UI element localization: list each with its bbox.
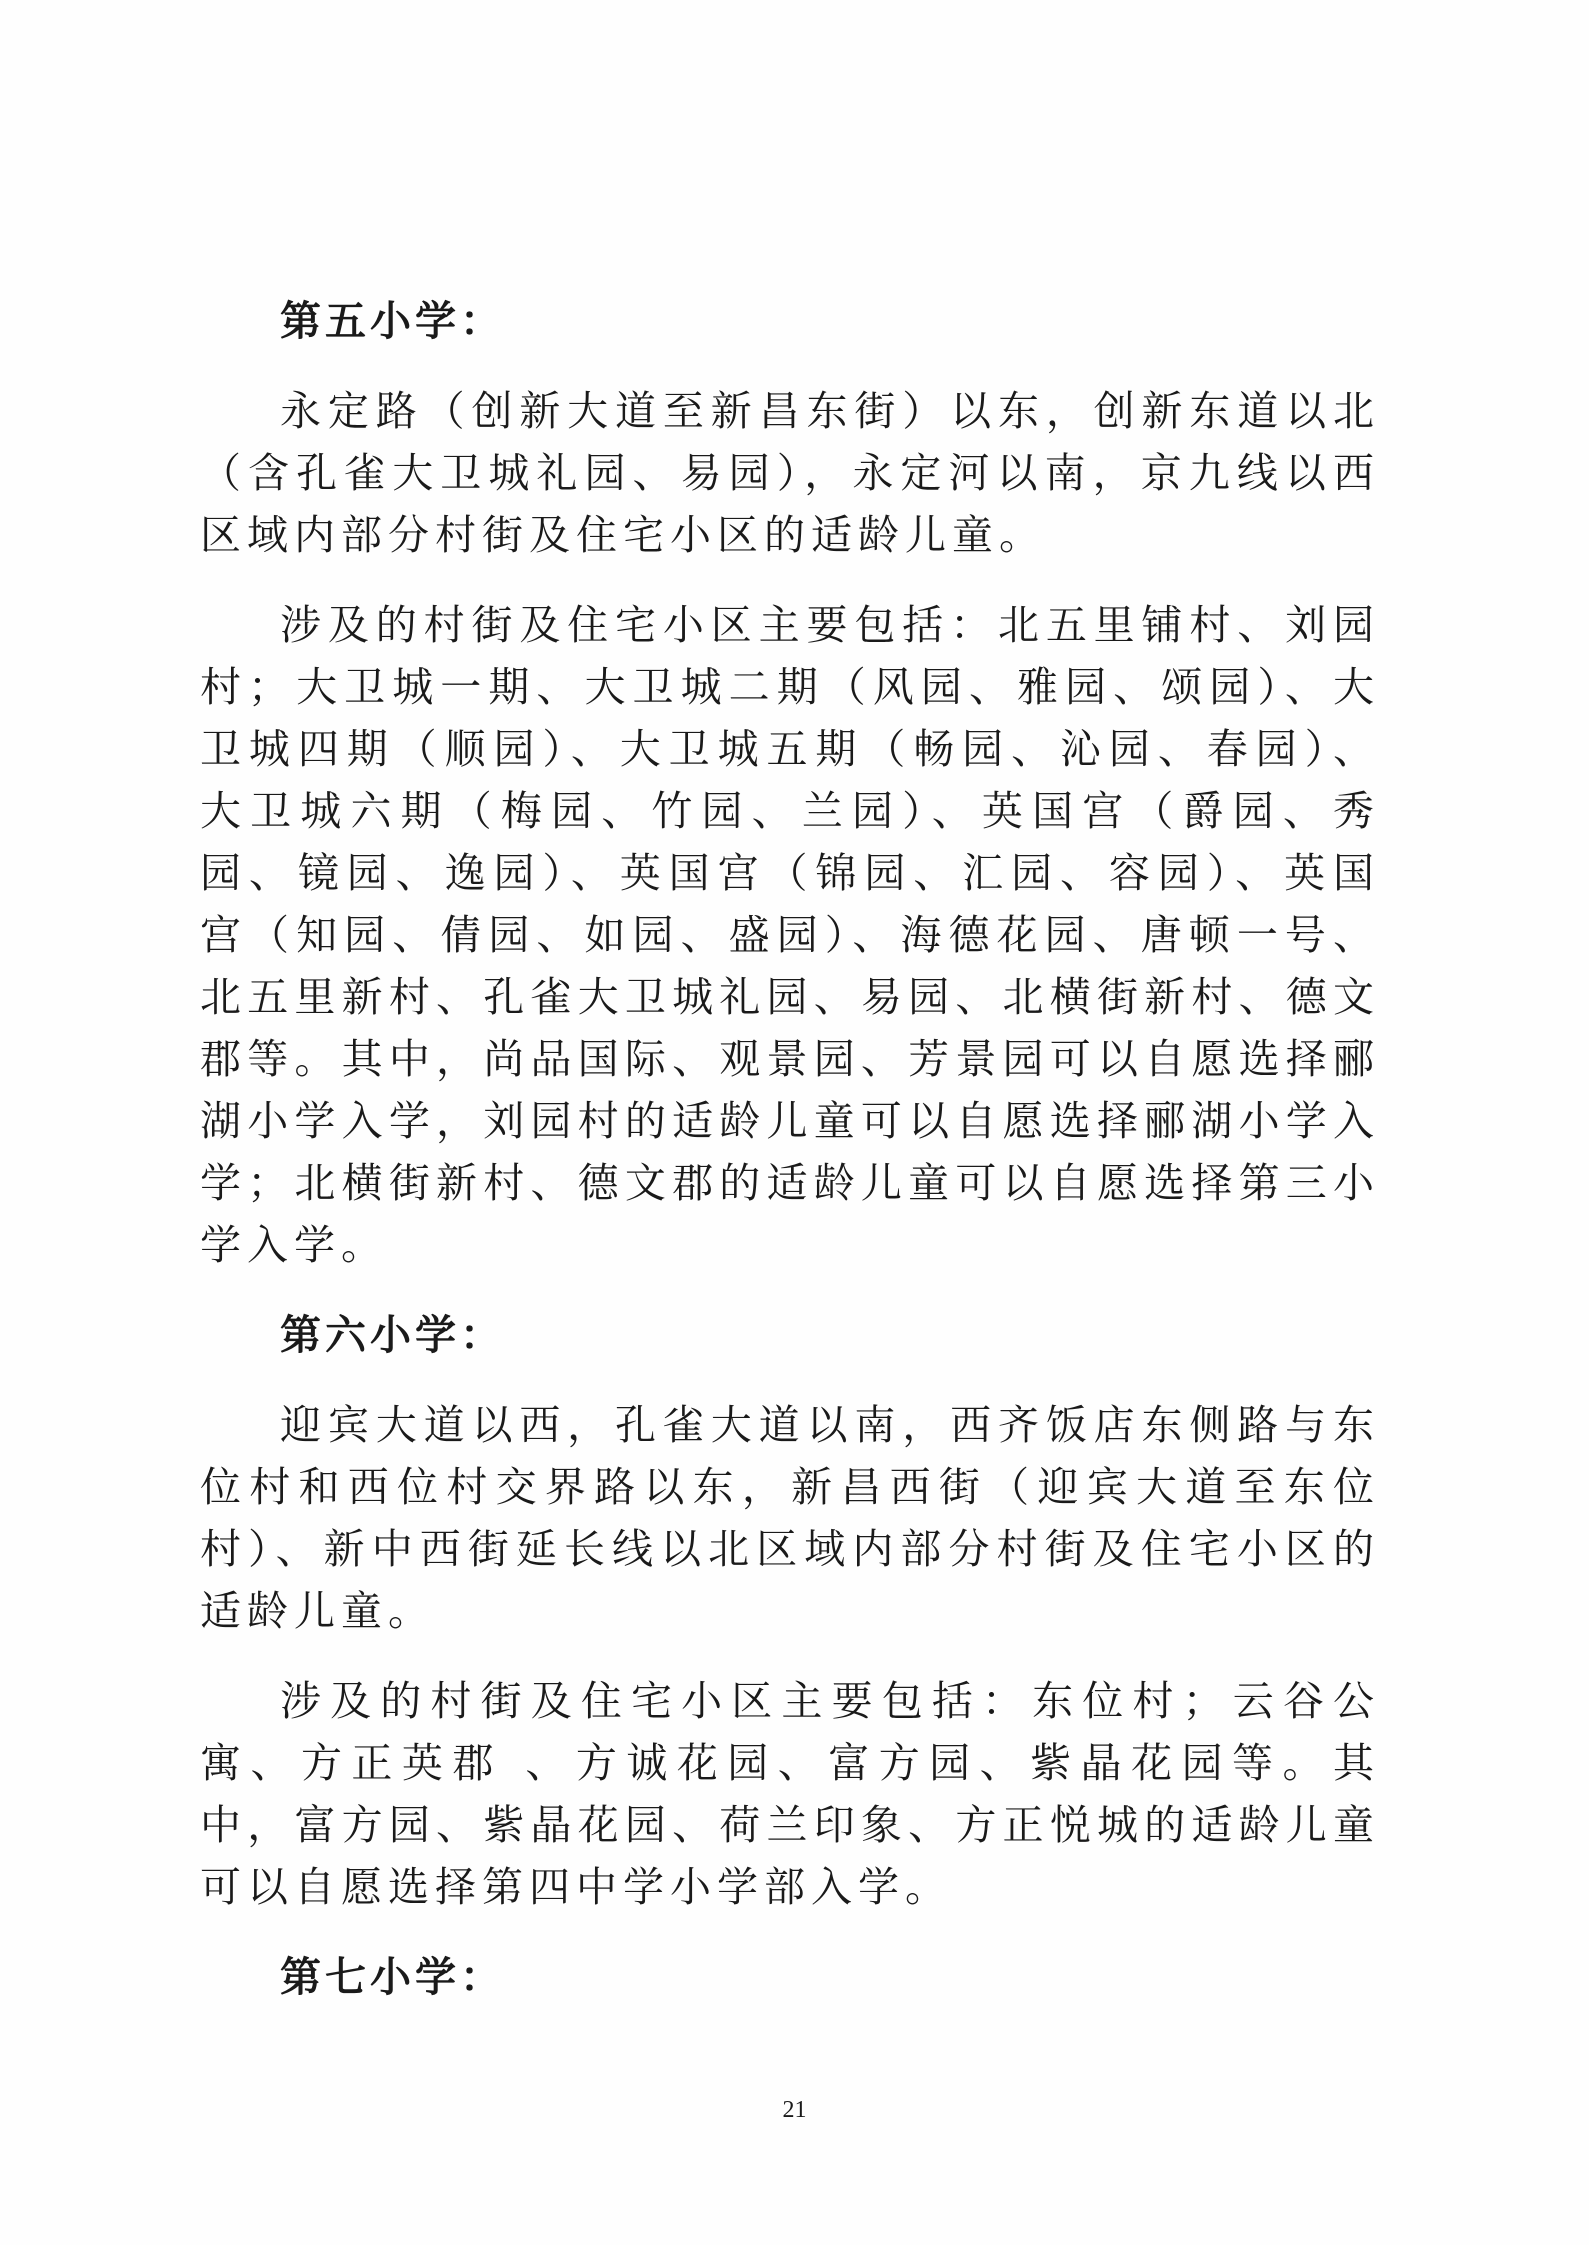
residential-list: 涉及的村街及住宅小区主要包括：北五里铺村、刘园村；大卫城一期、大卫城二期（风园、雅园、颂园）、大卫城四期（顺园）、大卫城五期（畅园、沁园、春园）、大卫城六期（梅园、竹园、兰园）、英国宫（爵园、秀园、镜园、逸园）、英国宫（锦园、汇园、容园）、英国宫（知园、倩园、如园、盛园）、海德花园、唐顿一号、北五里新村、孔雀大卫城礼园、易园、北横街新村、德文郡等。其中，尚品国际、观景园、芳景园可以自愿选择郦湖小学入学，刘园村的适龄儿童可以自愿选择郦湖小学入学；北横街新村、德文郡的适龄儿童可以自愿选择第三小学入学。	[200, 601, 1380, 1269]
section-heading: 第六小学：	[280, 1311, 505, 1359]
section-school-5	[200, 290, 1380, 1276]
section-heading: 第七小学：	[280, 1953, 505, 2001]
district-description: 迎宾大道以西，孔雀大道以南，西齐饭店东侧路与东位村和西位村交界路以东，新昌西街（迎宾大道至东位村）、新中西街延长线以北区域内部分村街及住宅小区的适龄儿童。	[200, 1401, 1380, 1635]
residential-list: 涉及的村街及住宅小区主要包括：东位村；云谷公寓、方正英郡 、方诚花园、富方园、紫晶花园等。其中，富方园、紫晶花园、荷兰印象、方正悦城的适龄儿童可以自愿选择第四中学小学部入学。	[200, 1677, 1380, 1911]
section-school-6	[200, 1304, 1380, 1918]
section-school-7	[200, 1946, 1380, 2008]
section-heading: 第五小学：	[280, 297, 505, 345]
page-number: 21	[782, 2097, 807, 2123]
document-body	[200, 290, 1380, 2036]
district-description: 永定路（创新大道至新昌东街）以东，创新东道以北（含孔雀大卫城礼园、易园），永定河以南，京九线以西区域内部分村街及住宅小区的适龄儿童。	[200, 387, 1380, 559]
